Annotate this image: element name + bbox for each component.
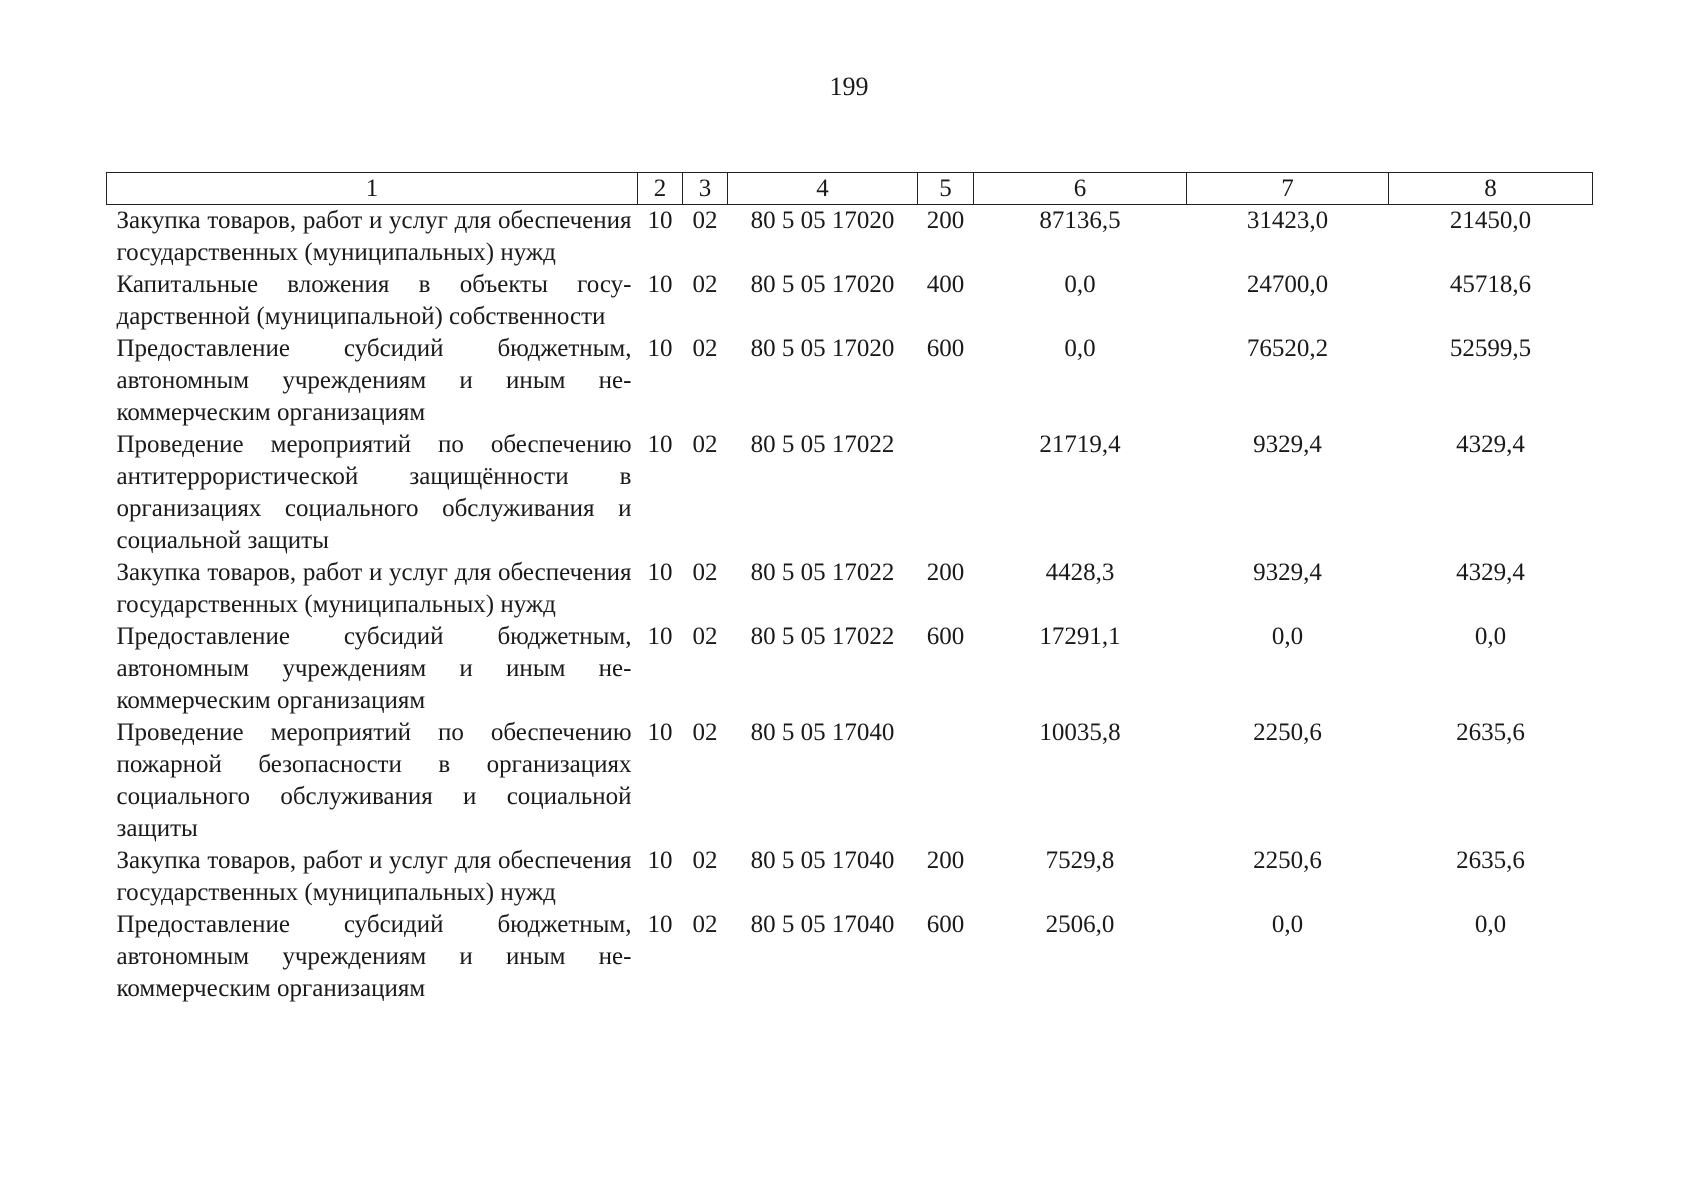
row-amount-col6: 87136,5 — [1039, 207, 1121, 234]
row-target-article: 80 5 05 17022 — [750, 559, 895, 586]
row-amount-col6: 0,0 — [1064, 335, 1096, 362]
table-row — [107, 205, 1593, 270]
header-cell-7: 7 — [1187, 173, 1389, 205]
row-section-code: 10 — [647, 271, 673, 298]
row-expense-type: 400 — [926, 271, 965, 298]
row-expense-type: 600 — [926, 335, 965, 362]
row-section-code: 10 — [647, 911, 673, 938]
table-row — [107, 621, 1593, 717]
row-expense-type — [918, 717, 974, 845]
row-section-code: 10 — [647, 207, 673, 234]
row-amount-col8: 4329,4 — [1456, 559, 1525, 586]
table-row — [107, 845, 1593, 909]
header-row — [107, 173, 1593, 205]
row-description: Капитальные вложения в объекты государственной (муниципальной) собственности — [116, 271, 632, 330]
header-cell-4: 4 — [728, 173, 918, 205]
row-description: Проведение мероприятий по обеспечению антитеррористической защищённости в организациях социального обслуживания и социальной защиты — [116, 431, 632, 554]
row-amount-col8: 0,0 — [1474, 911, 1507, 938]
table-row — [107, 557, 1593, 621]
row-amount-col7: 31423,0 — [1246, 207, 1329, 234]
row-section-code: 10 — [647, 623, 673, 650]
budget-table-wrapper — [106, 172, 1592, 1005]
row-expense-type: 200 — [926, 847, 965, 874]
row-target-article: 80 5 05 17022 — [750, 623, 895, 650]
table-row — [107, 269, 1593, 333]
row-amount-col8: 21450,0 — [1449, 207, 1532, 234]
row-target-article: 80 5 05 17020 — [750, 271, 895, 298]
row-subsection-code: 02 — [692, 335, 718, 362]
row-target-article: 80 5 05 17040 — [750, 847, 895, 874]
row-section-code: 10 — [647, 719, 673, 746]
row-target-article: 80 5 05 17020 — [750, 207, 895, 234]
header-cell-6: 6 — [974, 173, 1187, 205]
page-number: 199 — [829, 72, 869, 101]
row-description: Предоставление субсидий бюджетным, автономным учреждениям и иным некоммерческим организациям — [116, 911, 632, 1002]
row-target-article: 80 5 05 17040 — [750, 719, 895, 746]
row-amount-col8: 4329,4 — [1456, 431, 1525, 458]
row-expense-type: 600 — [926, 623, 965, 650]
row-amount-col6: 0,0 — [1064, 271, 1096, 298]
row-amount-col6: 4428,3 — [1045, 559, 1115, 586]
row-description: Предоставление субсидий бюджетным, автономным учреждениям и иным некоммерческим организациям — [116, 335, 632, 426]
row-description: Закупка товаров, работ и услуг для обеспечения государственных (муниципальных) нужд — [116, 559, 632, 618]
row-subsection-code: 02 — [692, 207, 718, 234]
row-subsection-code: 02 — [692, 271, 718, 298]
row-amount-col7: 9329,4 — [1253, 559, 1322, 586]
budget-table — [106, 172, 1593, 1005]
table-row — [107, 717, 1593, 845]
row-amount-col7: 0,0 — [1271, 623, 1304, 650]
row-subsection-code: 02 — [692, 623, 718, 650]
row-amount-col8: 2635,6 — [1456, 847, 1525, 874]
table-row — [107, 429, 1593, 557]
row-subsection-code: 02 — [692, 559, 718, 586]
row-subsection-code: 02 — [692, 719, 718, 746]
row-amount-col7: 24700,0 — [1246, 271, 1329, 298]
row-amount-col8: 45718,6 — [1449, 271, 1532, 298]
row-description: Проведение мероприятий по обеспечению пожарной безопасности в организациях социального обслуживания и социальной защиты — [116, 719, 632, 842]
row-amount-col6: 7529,8 — [1045, 847, 1115, 874]
table-row — [107, 333, 1593, 429]
row-description: Закупка товаров, работ и услуг для обеспечения государственных (муниципальных) нужд — [116, 207, 632, 266]
row-amount-col7: 9329,4 — [1253, 431, 1322, 458]
row-subsection-code: 02 — [692, 847, 718, 874]
row-expense-type: 600 — [926, 911, 965, 938]
row-amount-col8: 0,0 — [1474, 623, 1507, 650]
row-amount-col6: 2506,0 — [1045, 911, 1115, 938]
table-header — [107, 173, 1593, 205]
row-section-code: 10 — [647, 431, 673, 458]
row-section-code: 10 — [647, 559, 673, 586]
row-subsection-code: 02 — [692, 911, 718, 938]
header-cell-2: 2 — [638, 173, 683, 205]
table-row — [107, 909, 1593, 1005]
row-amount-col6: 10035,8 — [1039, 719, 1121, 746]
row-amount-col8: 52599,5 — [1449, 335, 1532, 362]
header-cell-8: 8 — [1389, 173, 1593, 205]
row-amount-col7: 0,0 — [1271, 911, 1304, 938]
header-cell-5: 5 — [918, 173, 974, 205]
row-section-code: 10 — [647, 335, 673, 362]
row-expense-type: 200 — [926, 207, 965, 234]
header-cell-3: 3 — [683, 173, 728, 205]
row-target-article: 80 5 05 17022 — [750, 431, 895, 458]
row-description: Предоставление субсидий бюджетным, автономным учреждениям и иным некоммерческим организациям — [116, 623, 632, 714]
row-expense-type: 200 — [926, 559, 965, 586]
row-target-article: 80 5 05 17040 — [750, 911, 895, 938]
row-subsection-code: 02 — [692, 431, 718, 458]
table-body — [107, 205, 1593, 1006]
row-target-article: 80 5 05 17020 — [750, 335, 895, 362]
row-description: Закупка товаров, работ и услуг для обеспечения государственных (муниципальных) нужд — [116, 847, 632, 906]
row-amount-col7: 76520,2 — [1246, 335, 1329, 362]
row-amount-col6: 21719,4 — [1039, 431, 1121, 458]
row-section-code: 10 — [647, 847, 673, 874]
row-expense-type — [918, 429, 974, 557]
header-cell-1: 1 — [107, 173, 638, 205]
row-amount-col6: 17291,1 — [1039, 623, 1121, 650]
row-amount-col8: 2635,6 — [1456, 719, 1525, 746]
row-amount-col7: 2250,6 — [1253, 847, 1322, 874]
row-amount-col7: 2250,6 — [1253, 719, 1322, 746]
